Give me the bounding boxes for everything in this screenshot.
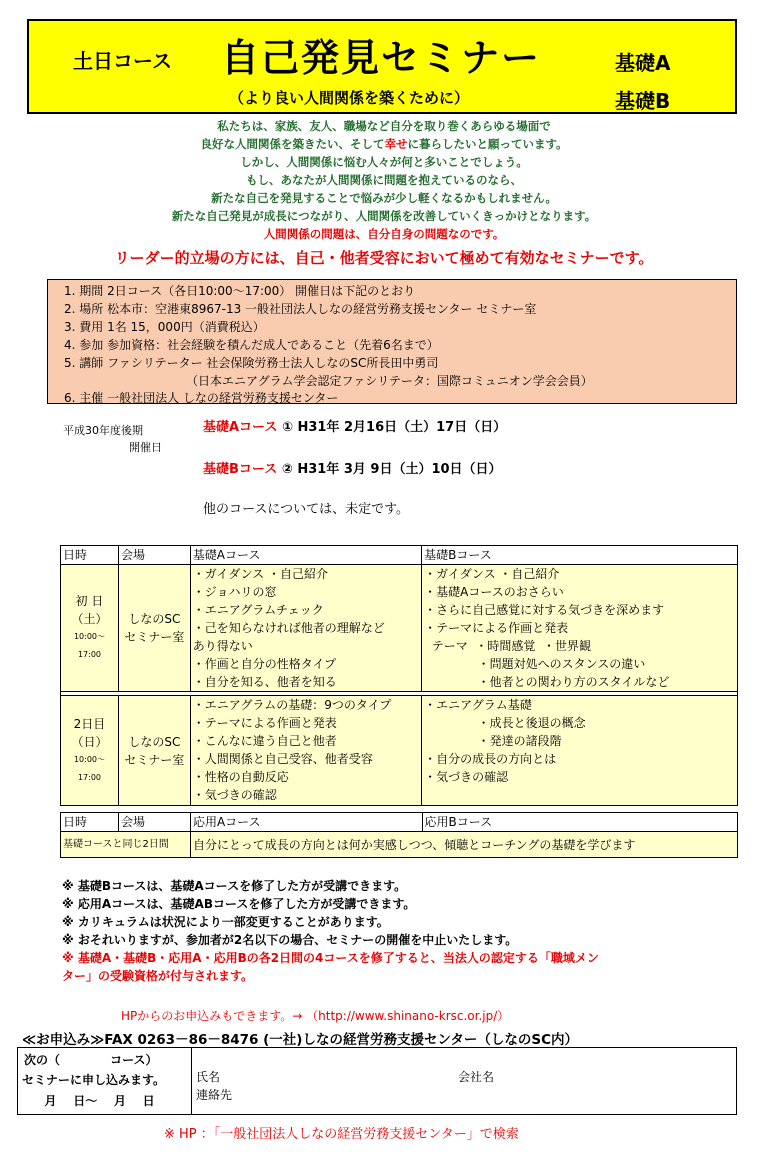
day1-dow: （土） [71,612,108,626]
list-item: ・こんなに違う自己と他者 [192,734,337,748]
list-item: あり得ない [192,639,253,653]
note-4: ※ おそれいりますが、参加者が2名以下の場合、セミナーの開催を中止いたします。 [62,933,518,947]
col-header-applied-a: 応用Aコース [190,813,422,832]
schedule-course-a [203,416,506,435]
info-period: 1. 期間 2日コース（各日10:00〜17:00） 開催日は下記のとおり [64,284,416,298]
list-item: ・エニアグラム基礎 [424,698,532,712]
list-item: ・成長と後退の概念 [424,716,586,730]
level-a-label: 基礎A [615,51,671,75]
note-1: ※ 基礎Bコースは、基礎Aコースを修了した方が受講できます。 [62,879,407,893]
day2-label: 2日目 [73,716,106,731]
form-contact-label[interactable]: 連絡先 [196,1088,233,1102]
apply-fax: ≪お申込み≫FAX 0263－86－8476 (一社)しなの経営労務支援センター（しなのSC内） [22,1032,579,1048]
list-item: ・基礎Aコースのおさらい [424,585,564,599]
day1-basic-b [422,565,738,692]
day1-venue-2: セミナー室 [124,630,185,644]
course-a-label: 基礎Aコース [203,420,278,435]
note-5: ※ 基礎A・基礎B・応用A・応用Bの各2日間の4コースを修了すると、当法人の認定する「職域メン [62,951,599,965]
form-course-section [18,1048,192,1114]
list-item: ・発達の諸段階 [424,734,562,748]
header-banner [27,19,737,114]
footer-search-note: ※ HP ：「一般社団法人しなの経営労務支援センター」で検索 [164,1127,519,1142]
day2-venue-1: しなのSC [128,734,181,749]
day2-venue [118,696,190,806]
list-item: ・気づきの確認 [424,770,509,784]
day2-cell [61,696,119,806]
intro-line-2 [0,136,768,152]
applied-duration: 基礎コースと同じ2日間 [61,832,191,858]
applied-course-table [60,812,738,858]
term-label: 平成30年度後期 [63,424,143,437]
list-item: ・さらに自己感覚に対する気づきを深めます [424,603,665,617]
table-row-applied [61,832,738,858]
form-course-line[interactable]: 次の（ コース） [24,1053,158,1067]
list-item: ・エニアグラムチェック [192,603,324,617]
col-header-basic-a: 基礎Aコース [190,546,421,565]
course-a-date: ① H31年 2月16日（土）17日（日） [277,420,507,435]
day1-cell [61,565,119,692]
col-header-applied-b: 応用Bコース [422,813,737,832]
note-2: ※ 応用Aコースは、基礎ABコースを修了した方が受講できます。 [62,897,416,911]
list-item: ・テーマによる作画と発表 [192,716,337,730]
page-title: 自己発見セミナー [221,36,542,80]
list-item: テーマ ・時間感覚 ・世界観 [424,639,592,653]
info-organizer: 6. 主催 一般社団法人 しなの経営労務支援センター [64,391,339,405]
intro-line-5: 新たな自己を発見することで悩みが少し軽くなるかもしれません。 [211,191,557,205]
course-b-date: ② H31年 3月 9日（土）10日（日） [277,462,502,477]
form-company-label[interactable]: 会社名 [458,1070,495,1084]
intro-line-4: もし、あなたが人間関係に問題を抱えているのなら、 [246,173,522,187]
list-item: ・作画と自分の性格タイプ [192,657,337,671]
day1-basic-a [190,565,421,692]
info-lecturer-credentials: （日本エニアグラム学会認定ファシリテータ：国際コミュニオン学会会員） [186,374,593,388]
info-box [47,279,737,404]
list-item: ・ガイダンス ・自己紹介 [424,567,560,581]
course-b-label: 基礎Bコース [203,462,278,477]
intro-line-2-post: に暮らしたいと願っています。 [407,137,568,151]
info-location: 2. 場所 松本市：空港東8967-13 一般社団法人しなの経営労務支援センター セミナー室 [64,302,537,316]
day1-venue [118,565,190,692]
level-b-label: 基礎B [615,89,671,113]
day1-label: 初 日 [75,594,104,608]
info-lecturer: 5. 講師 ファシリテーター 社会保険労務士法人しなのSC所長田中勇司 [64,356,439,370]
schedule-course-b [203,458,502,477]
col-header-datetime: 日時 [61,546,119,565]
col-header-venue: 会場 [118,813,190,832]
list-item: ・テーマによる作画と発表 [424,621,569,635]
list-item: ・ガイダンス ・自己紹介 [192,567,328,581]
intro-line-2-pre: 良好な人間関係を築きたい、そして [200,137,385,151]
intro-line-1: 私たちは、家族、友人、職場など自分を取り巻くあらゆる場面で [217,119,551,133]
intro-happiness: 幸せ [384,137,408,151]
note-5-cont: ター」の受験資格が付与されます。 [62,969,254,983]
intro-line-3: しかし、人間関係に悩む人々が何と多いことでしょう。 [240,155,528,169]
intro-line-7: 人間関係の問題は、自分自身の問題なのです。 [263,227,505,241]
intro-line-6: 新たな自己発見が成長につながり、人間関係を改善していくきっかけとなります。 [171,209,597,223]
page-subtitle: （より良い人間関係を築くために） [229,89,470,107]
table-header-row [61,813,738,832]
day2-basic-b [422,696,738,806]
list-item: ・己を知らなければ他者の理解など [192,621,385,635]
list-item: ・問題対処へのスタンスの違い [424,657,646,671]
form-date-line[interactable]: 月 日〜 月 日 [32,1094,155,1108]
basic-course-table [60,545,738,806]
list-item: ・ジョハリの窓 [192,585,277,599]
list-item: ・他者との関わり方のスタイルなど [424,675,670,689]
info-fee: 3. 費用 1名 15，000円（消費税込） [64,320,265,334]
day1-venue-1: しなのSC [128,612,181,626]
day2-time: 10:00〜17:00 [73,754,105,782]
col-header-venue: 会場 [118,546,190,565]
application-form [17,1047,737,1115]
list-item: ・自分の成長の方向とは [424,752,557,766]
list-item: ・性格の自動反応 [192,770,289,784]
table-row-day1 [61,565,738,692]
list-item: ・自分を知る、他者を知る [192,675,337,689]
hp-link[interactable]: HPからのお申込みもできます。→ （http://www.shinano-krsc.or.jp/） [121,1009,510,1023]
list-item: ・人間関係と自己受容、他者受容 [192,752,373,766]
form-apply-line: セミナーに申し込みます。 [22,1073,166,1087]
course-type: 土日コース [73,49,172,73]
lead-statement: リーダー的立場の方には、自己・他者受容において極めて有効なセミナーです。 [114,249,654,267]
info-eligibility: 4. 参加 参加資格：社会経験を積んだ成人であること（先着6名まで） [64,338,439,352]
note-3: ※ カリキュラムは状況により一部変更することがあります。 [62,915,389,929]
day2-venue-2: セミナー室 [124,752,185,767]
applied-content: 自分にとって成長の方向とは何か実感しつつ、傾聴とコーチングの基礎を学びます [190,832,737,858]
term-label-2: 開催日 [129,441,162,454]
other-courses-note: 他のコースについては、未定です。 [203,502,410,517]
col-header-basic-b: 基礎Bコース [422,546,738,565]
table-header-row [61,546,738,565]
list-item: ・気づきの確認 [192,788,277,802]
day2-dow: （日） [71,734,108,749]
col-header-datetime: 日時 [61,813,119,832]
list-item: ・エニアグラムの基礎：9つのタイプ [192,698,392,712]
day1-time: 10:00〜17:00 [73,632,105,659]
table-row-day2 [61,696,738,806]
form-name-label[interactable]: 氏名 [196,1070,221,1084]
day2-basic-a [190,696,421,806]
